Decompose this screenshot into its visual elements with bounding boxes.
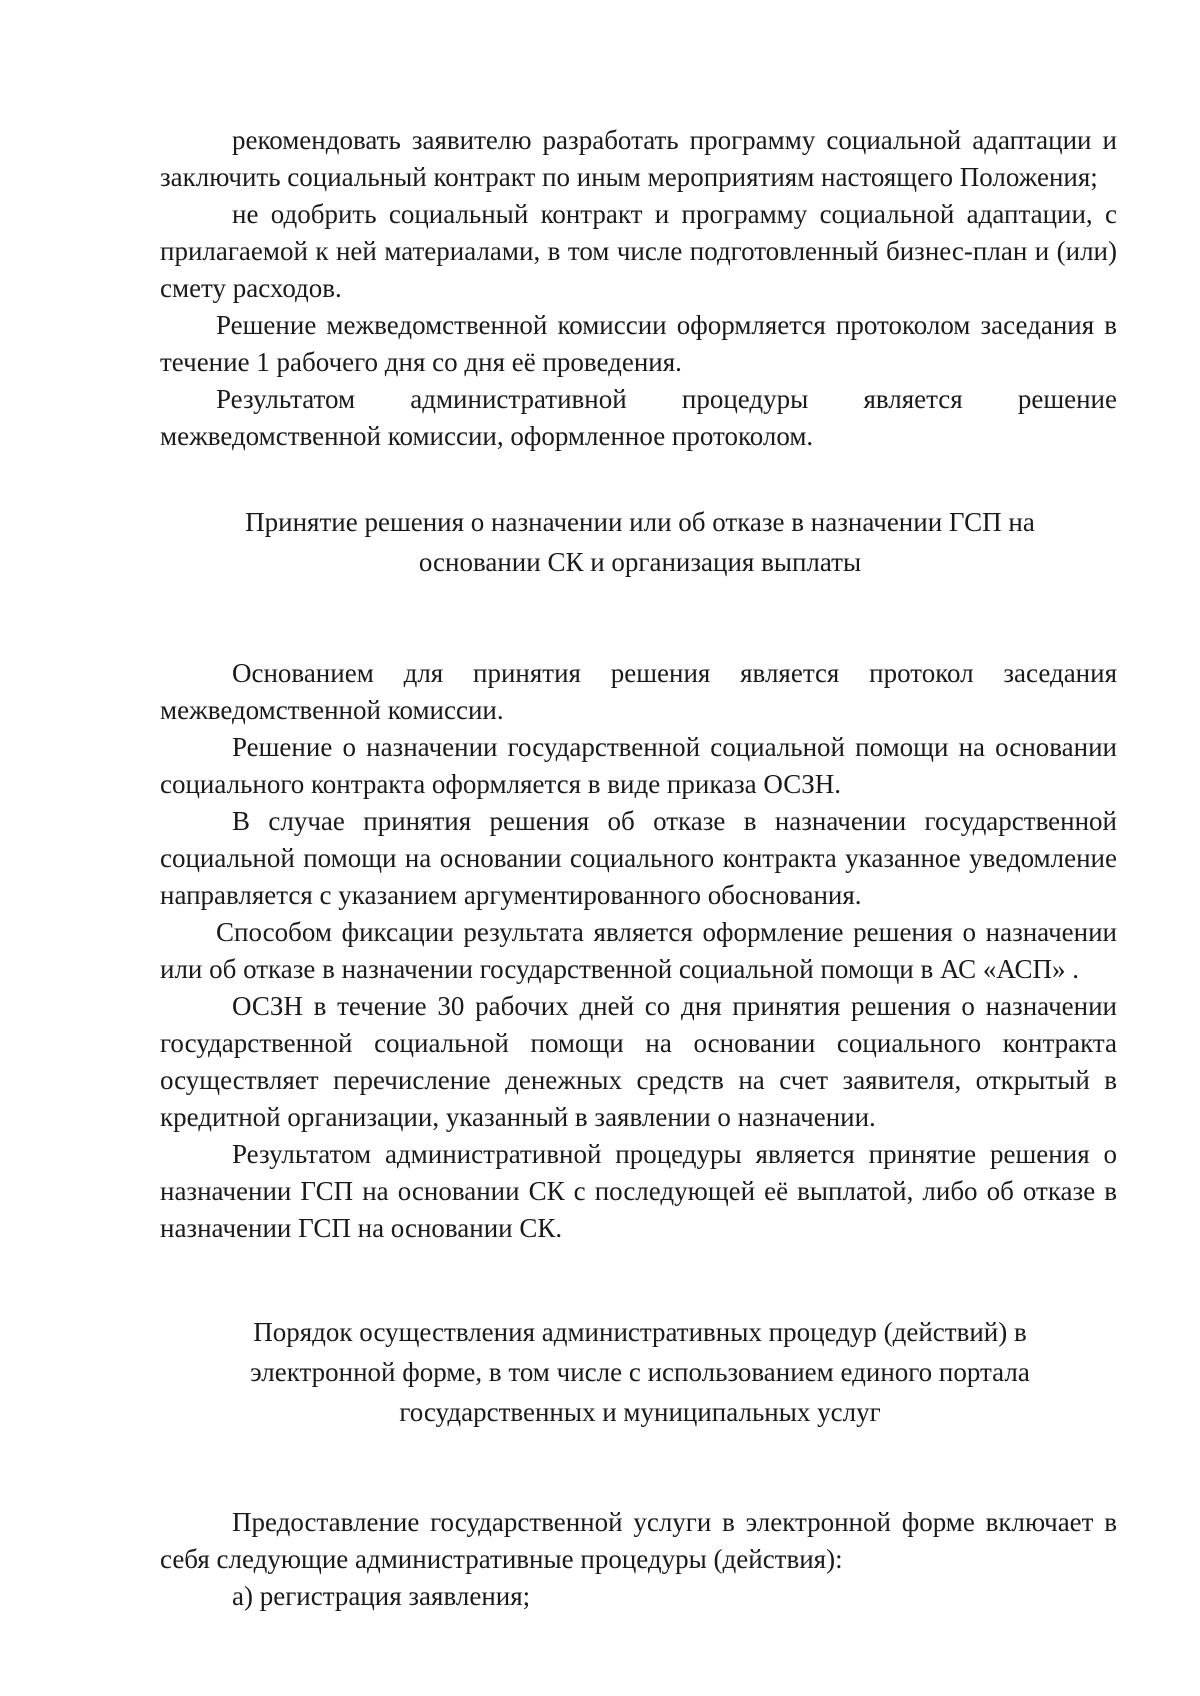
paragraph-reject-contract: не одобрить социальный контракт и программу социальной адаптации, с прилагаемой к ней материалами, в том числе подготовленный бизнес-план и (или) смету расходов. (160, 199, 1117, 303)
paragraph-electronic-service: Предоставление государственной услуги в электронной форме включает в себя следующие административные процедуры (действия): (160, 1507, 1117, 1574)
paragraph-assignment-order: Решение о назначении государственной социальной помощи на основании социального контракта оформляется в виде приказа ОСЗН. (160, 732, 1117, 799)
section-heading-decision (170, 502, 1110, 582)
heading-line: основании СК и организация выплаты (418, 547, 862, 577)
heading-line: государственных и муниципальных услуг (399, 1397, 881, 1427)
heading-line: Порядок осуществления административных процедур (действий) в (253, 1317, 1027, 1347)
list-item-registration: а) регистрация заявления; (232, 1581, 531, 1611)
paragraph-fixation-method: Способом фиксации результата является оформление решения о назначении или об отказе в назначении государственной социальной помощи в АС «АСП» . (160, 917, 1117, 984)
heading-line: электронной форме, в том числе с использованием единого портала (250, 1357, 1030, 1387)
paragraph-basis: Основанием для принятия решения является протокол заседания межведомственной комиссии. (160, 658, 1117, 725)
paragraph-decision-result: Результатом административной процедуры является принятие решения о назначении ГСП на основании СК с последующей её выплатой, либо об отказе в назначении ГСП на основании СК. (160, 1139, 1117, 1243)
section-heading-electronic (170, 1312, 1110, 1432)
paragraph-commission-decision: Решение межведомственной комиссии оформляется протоколом заседания в течение 1 рабочего дня со дня её проведения. (160, 310, 1117, 377)
section-electronic-body (160, 1504, 1117, 1615)
paragraph-refusal-notice: В случае принятия решения об отказе в назначении государственной социальной помощи на основании социального контракта указанное уведомление направляется с указанием аргументированного обоснования. (160, 806, 1117, 910)
paragraph-procedure-result: Результатом административной процедуры является решение межведомственной комиссии, оформленное протоколом. (160, 384, 1117, 451)
section-commission-results (160, 122, 1117, 455)
paragraph-recommend: рекомендовать заявителю разработать программу социальной адаптации и заключить социальный контракт по иным мероприятиям настоящего Положения; (160, 125, 1117, 192)
heading-line: Принятие решения о назначении или об отказе в назначении ГСП на (245, 507, 1035, 537)
section-decision-body (160, 655, 1117, 1247)
paragraph-payment-transfer: ОСЗН в течение 30 рабочих дней со дня принятия решения о назначении государственной социальной помощи на основании социального контракта осуществляет перечисление денежных средств на счет заявителя, открытый в кредитной организации, указанный в заявлении о назначении. (160, 991, 1117, 1132)
